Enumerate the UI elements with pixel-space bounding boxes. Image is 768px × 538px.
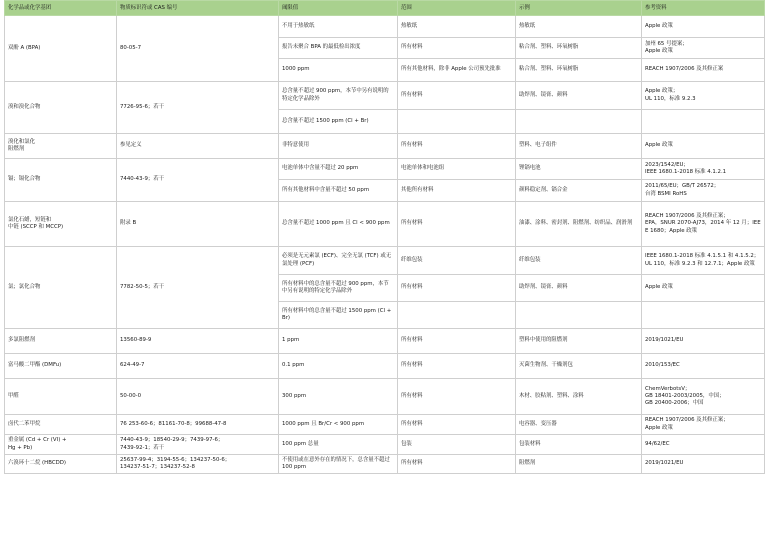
threshold-cell: 300 ppm [279, 379, 398, 415]
cas-number-cell: 80-05-7 [117, 16, 279, 82]
table-row [5, 134, 765, 159]
chemical-name-cell: 六溴环十二烷 (HBCDD) [5, 455, 117, 474]
reference-cell: IEEE 1680.1-2018 标准 4.1.5.1 和 4.1.5.2；UL 110，标准 9.2.3 和 12.7.1；Apple 政策 [642, 247, 765, 275]
threshold-cell: 100 ppm 总量 [279, 435, 398, 455]
reference-cell: Apple 政策； UL 110，标准 9.2.3 [642, 82, 765, 110]
table-row [5, 455, 765, 474]
threshold-cell: 1 ppm [279, 329, 398, 354]
scope-cell [398, 110, 516, 134]
table-body [5, 16, 765, 474]
example-cell: 颜料稳定剂、镉合金 [516, 180, 642, 202]
table-row [5, 82, 765, 110]
table-header-row [5, 1, 765, 16]
cas-number-cell: 50-00-0 [117, 379, 279, 415]
threshold-cell: 所有材料中的总含量不超过 900 ppm，本节中另有说明的特定化学品除外 [279, 275, 398, 302]
chemical-name-cell: 多氯阻燃剂 [5, 329, 117, 354]
chemical-name-cell: 重金属 (Cd + Cr (VI) + Hg + Pb) [5, 435, 117, 455]
threshold-cell: 非特意使用 [279, 134, 398, 159]
example-cell [516, 110, 642, 134]
reference-cell: 2010/153/EC [642, 354, 765, 379]
chemical-name-cell: 甲醛 [5, 379, 117, 415]
reference-cell: 2019/1021/EU [642, 329, 765, 354]
threshold-cell: 电池单体中含量不超过 20 ppm [279, 159, 398, 180]
reference-cell: 加州 65 号提案； Apple 政策 [642, 38, 765, 59]
scope-cell: 热敏纸 [398, 16, 516, 38]
restricted-substances-table [4, 0, 765, 474]
scope-cell [398, 302, 516, 329]
cas-number-cell: 7440-43-9；若干 [117, 159, 279, 202]
scope-cell: 纤维包装 [398, 247, 516, 275]
threshold-cell: 必须是无元素氯 (ECF)、完全无氯 (TCF) 或无氯处理 (PCF) [279, 247, 398, 275]
threshold-cell: 总含量不超过 1500 ppm (Cl + Br) [279, 110, 398, 134]
threshold-cell: 不使用或在意外存在的情况下，总含量不超过 100 ppm [279, 455, 398, 474]
threshold-cell: 所有其他材料中含量不超过 50 ppm [279, 180, 398, 202]
scope-cell: 所有材料 [398, 354, 516, 379]
threshold-cell: 不用于热敏纸 [279, 16, 398, 38]
threshold-cell: 总含量不超过 1000 ppm 且 Cl < 900 ppm [279, 202, 398, 247]
example-cell: 木材、胶粘剂、塑料、涂料 [516, 379, 642, 415]
header-scope: 范围 [398, 1, 516, 16]
table-row [5, 247, 765, 275]
example-cell: 包装材料 [516, 435, 642, 455]
scope-cell: 所有材料 [398, 82, 516, 110]
example-cell: 油漆、涂料、密封剂、阻燃剂、纺织品、润滑剂 [516, 202, 642, 247]
header-cas: 物质标识符或 CAS 编号 [117, 1, 279, 16]
page [4, 0, 764, 474]
cas-number-cell: 附录 B [117, 202, 279, 247]
threshold-cell: 所有材料中的总含量不超过 1500 ppm (Cl + Br) [279, 302, 398, 329]
header-threshold: 阈限值 [279, 1, 398, 16]
header-reference: 参考资料 [642, 1, 765, 16]
scope-cell: 所有材料 [398, 38, 516, 59]
cas-number-cell: 25637-99-4；3194-55-6；134237-50-6； 134237-51-7；134237-52-8 [117, 455, 279, 474]
table-row [5, 159, 765, 180]
table-row [5, 415, 765, 435]
example-cell: 电容器、变压器 [516, 415, 642, 435]
scope-cell: 所有材料 [398, 329, 516, 354]
threshold-cell: 总含量不超过 900 ppm，本节中另有说明的特定化学品除外 [279, 82, 398, 110]
reference-cell: 2011/65/EU；GB/T 26572； 台湾 BSMI RoHS [642, 180, 765, 202]
cas-number-cell: 7440-43-9；18540-29-9；7439-97-6； 7439-92-1；若干 [117, 435, 279, 455]
table-row [5, 379, 765, 415]
chemical-name-cell: 氯；氯化合物 [5, 247, 117, 329]
threshold-cell: 1000 ppm [279, 59, 398, 82]
chemical-name-cell: 卤代二苯甲烷 [5, 415, 117, 435]
reference-cell: 2023/1542/EU； IEEE 1680.1-2018 标准 4.1.2.1 [642, 159, 765, 180]
example-cell: 纤维包装 [516, 247, 642, 275]
example-cell: 塑料中使用的阻燃剂 [516, 329, 642, 354]
scope-cell: 所有材料 [398, 275, 516, 302]
reference-cell: Apple 政策 [642, 16, 765, 38]
cas-number-cell: 7726-95-6；若干 [117, 82, 279, 134]
threshold-cell: 1000 ppm 且 Br/Cr < 900 ppm [279, 415, 398, 435]
example-cell: 灭菌生物剂、干燥剂包 [516, 354, 642, 379]
example-cell [516, 302, 642, 329]
reference-cell [642, 302, 765, 329]
scope-cell: 所有材料 [398, 134, 516, 159]
table-row [5, 16, 765, 38]
cas-number-cell: 624-49-7 [117, 354, 279, 379]
scope-cell: 所有材料 [398, 415, 516, 435]
reference-cell: REACH 1907/2006 及其修正案； Apple 政策 [642, 415, 765, 435]
reference-cell: REACH 1907/2006 及其修正案； EPA，SNUR 2070-AJ73，2014 年 12 月；IEEE 1680；Apple 政策 [642, 202, 765, 247]
scope-cell: 所有材料 [398, 202, 516, 247]
example-cell: 锂镉电池 [516, 159, 642, 180]
reference-cell: ChemVerbotsV； GB 18401-2003/2005，中国； GB 20400-2006；中国 [642, 379, 765, 415]
chemical-name-cell: 溴和溴化合物 [5, 82, 117, 134]
table-row [5, 329, 765, 354]
table-row [5, 354, 765, 379]
chemical-name-cell: 双酚 A (BPA) [5, 16, 117, 82]
threshold-cell: 0.1 ppm [279, 354, 398, 379]
cas-number-cell: 76 253-60-6；81161-70-8；99688-47-8 [117, 415, 279, 435]
example-cell: 粘合剂、塑料、环氧树脂 [516, 38, 642, 59]
header-chemical: 化学品或化学基团 [5, 1, 117, 16]
cas-number-cell: 参见定义 [117, 134, 279, 159]
cas-number-cell: 7782-50-5；若干 [117, 247, 279, 329]
scope-cell: 电池单体和电池组 [398, 159, 516, 180]
chemical-name-cell: 溴化和氯化 阻燃剂 [5, 134, 117, 159]
reference-cell: Apple 政策 [642, 275, 765, 302]
header-example: 示例 [516, 1, 642, 16]
scope-cell: 所有材料 [398, 379, 516, 415]
scope-cell: 包装 [398, 435, 516, 455]
example-cell: 热敏纸 [516, 16, 642, 38]
scope-cell: 其他所有材料 [398, 180, 516, 202]
example-cell: 塑料、电子组件 [516, 134, 642, 159]
example-cell: 粘合剂、塑料、环氧树脂 [516, 59, 642, 82]
scope-cell: 所有其他材料，除非 Apple 公司预先批准 [398, 59, 516, 82]
table-row [5, 435, 765, 455]
chemical-name-cell: 氯化石蜡，短链和 中链 (SCCP 和 MCCP) [5, 202, 117, 247]
example-cell: 助焊剂、镜膏、颜料 [516, 275, 642, 302]
reference-cell [642, 110, 765, 134]
cas-number-cell: 13560-89-9 [117, 329, 279, 354]
chemical-name-cell: 富马酸二甲酯 (DMFu) [5, 354, 117, 379]
reference-cell: Apple 政策 [642, 134, 765, 159]
example-cell: 阻燃剂 [516, 455, 642, 474]
reference-cell: REACH 1907/2006 及其修正案 [642, 59, 765, 82]
reference-cell: 94/62/EC [642, 435, 765, 455]
threshold-cell: 报告未聚合 BPA 的最低检出浓度 [279, 38, 398, 59]
chemical-name-cell: 镉；镉化合物 [5, 159, 117, 202]
example-cell: 助焊剂、镜膏、颜料 [516, 82, 642, 110]
scope-cell: 所有材料 [398, 455, 516, 474]
table-row [5, 202, 765, 247]
reference-cell: 2019/1021/EU [642, 455, 765, 474]
